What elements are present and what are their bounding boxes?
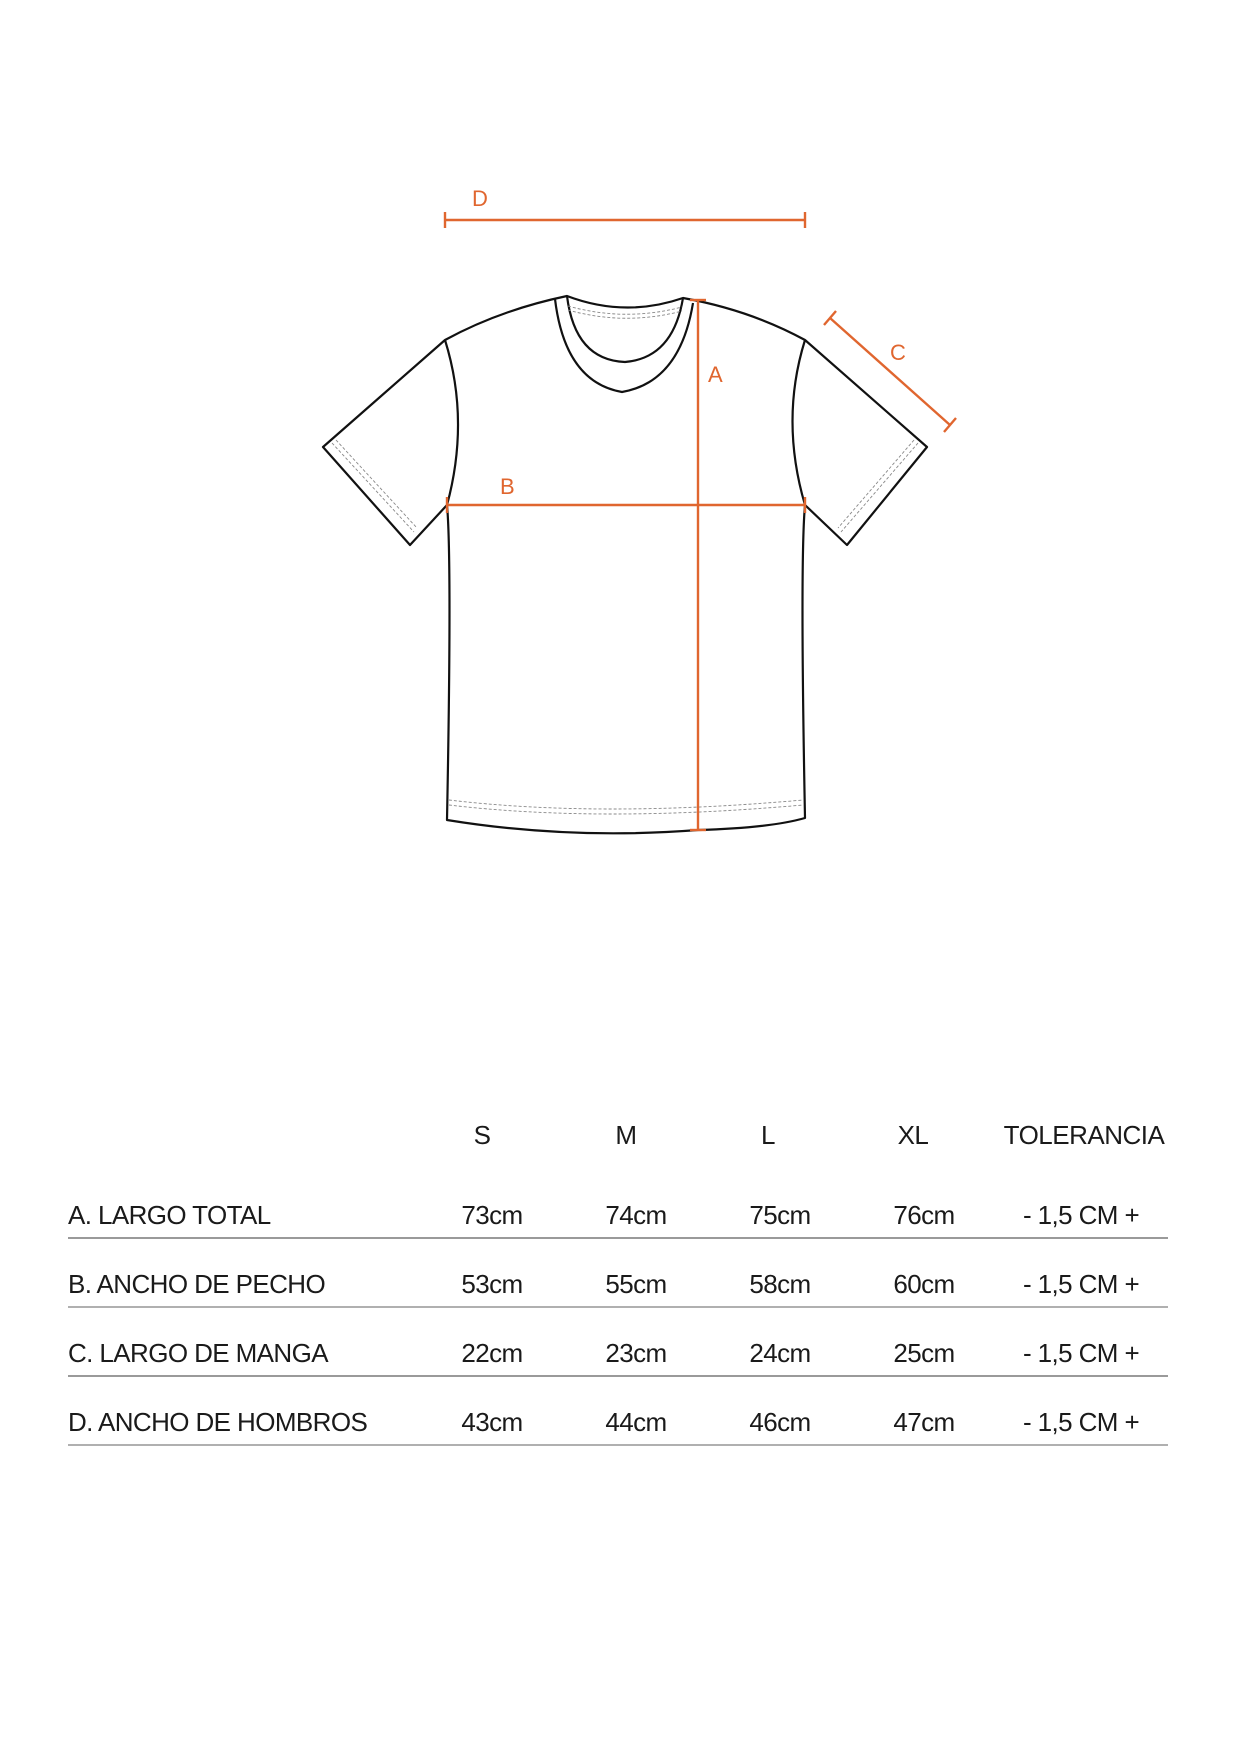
row-label: D. ANCHO DE HOMBROS [68, 1407, 368, 1437]
table-row [68, 1170, 1168, 1239]
column-header-tolerancia: TOLERANCIA [1003, 1120, 1165, 1150]
measure-label-c: C [890, 340, 906, 365]
cell-tolerancia: - 1,5 CM + [1022, 1200, 1140, 1230]
measure-a-line [690, 300, 706, 830]
table-row [68, 1239, 1168, 1308]
cell-l: 75cm [749, 1200, 811, 1230]
cell-m: 44cm [605, 1407, 667, 1437]
cell-tolerancia: - 1,5 CM + [1022, 1407, 1140, 1437]
measure-label-d: D [472, 186, 488, 211]
column-header-s: S [473, 1120, 491, 1150]
column-header-xl: XL [897, 1120, 929, 1150]
cell-m: 55cm [605, 1269, 667, 1299]
column-header-m: M [615, 1120, 637, 1150]
cell-xl: 47cm [893, 1407, 955, 1437]
table-row [68, 1308, 1168, 1377]
cell-tolerancia: - 1,5 CM + [1022, 1269, 1140, 1299]
cell-s: 73cm [461, 1200, 523, 1230]
measure-d-line [445, 212, 805, 228]
cell-s: 22cm [461, 1338, 523, 1368]
cell-xl: 76cm [893, 1200, 955, 1230]
cell-tolerancia: - 1,5 CM + [1022, 1338, 1140, 1368]
table-header [68, 1110, 1168, 1170]
row-label: C. LARGO DE MANGA [68, 1338, 328, 1368]
measure-label-a: A [708, 362, 723, 387]
tshirt-outline [323, 296, 927, 833]
measurement-lines [445, 212, 956, 830]
cell-l: 58cm [749, 1269, 811, 1299]
cell-l: 46cm [749, 1407, 811, 1437]
cell-s: 53cm [461, 1269, 523, 1299]
cell-m: 74cm [605, 1200, 667, 1230]
column-header-l: L [761, 1120, 775, 1150]
row-label: A. LARGO TOTAL [68, 1200, 271, 1230]
stitch-lines [332, 306, 918, 814]
measure-label-b: B [500, 474, 515, 499]
cell-m: 23cm [605, 1338, 667, 1368]
table-row [68, 1377, 1168, 1446]
cell-xl: 25cm [893, 1338, 955, 1368]
row-label: B. ANCHO DE PECHO [68, 1269, 326, 1299]
cell-l: 24cm [749, 1338, 811, 1368]
measure-b-line [447, 497, 805, 513]
size-chart-table [68, 1110, 1168, 1446]
cell-xl: 60cm [893, 1269, 955, 1299]
cell-s: 43cm [461, 1407, 523, 1437]
